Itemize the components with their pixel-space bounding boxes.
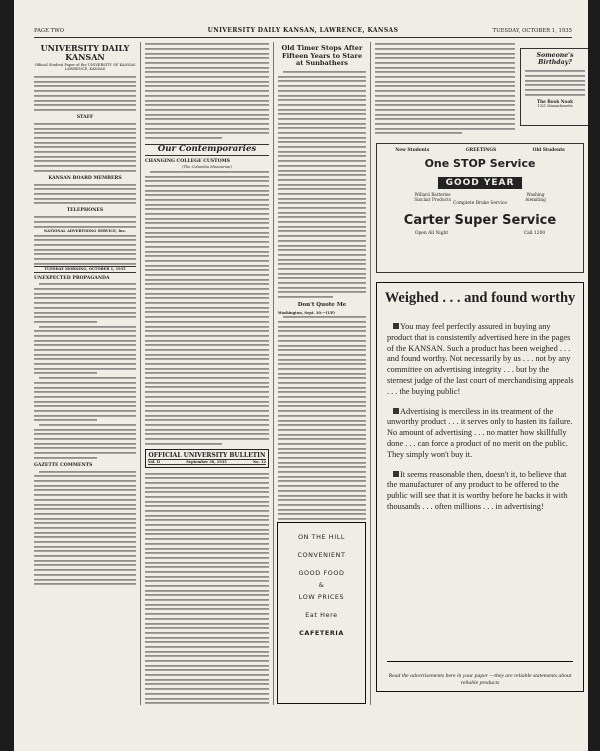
service-alemiting: Alemiting <box>525 197 546 202</box>
issue-date: TUESDAY, OCTOBER 1, 1935 <box>492 28 572 34</box>
column-right-top <box>375 42 515 138</box>
telephones-label: TELEPHONES <box>66 208 104 214</box>
cafeteria-ad <box>277 522 366 704</box>
date-line: TUESDAY MORNING, OCTOBER 1, 1935 <box>34 266 136 272</box>
book-nook-address: 1021 Massachusetts <box>537 104 573 109</box>
cafeteria-line-1: ON THE HILL <box>297 533 346 541</box>
page-number: PAGE TWO <box>34 28 65 34</box>
greetings-label: GREETINGS <box>465 148 497 153</box>
bulletin-date: September 30, 1935 <box>186 459 227 464</box>
cafeteria-line-7: CAFETERIA <box>299 629 344 637</box>
contemporaries-heading: Our Contemporaries <box>145 144 269 156</box>
new-students-label: New Students <box>395 148 430 153</box>
ad-title: Weighed . . . and found worthy <box>384 290 576 306</box>
bulletin-volume: Vol. II <box>148 459 161 464</box>
bulletin-title: OFFICIAL UNIVERSITY BULLETIN <box>148 451 266 459</box>
column-editorial <box>34 42 136 707</box>
phone-number: Call 1200 <box>523 231 546 237</box>
weighed-worthy-ad <box>376 282 584 692</box>
ad-paragraph-2-text: Advertising is merciless in its treatment of the unworthy product . . . it serves only to hasten its failure. No amount of advertising . . . no matter how skillfully done . . . can force a product of no merit on the public. They simply won't buy it. <box>387 406 573 459</box>
gazette-comments-heading: GAZETTE COMMENTS <box>34 462 93 468</box>
service-washing: Washing <box>526 192 545 197</box>
brake-service: Complete Brake Service <box>453 201 507 206</box>
ad-divider <box>387 661 573 662</box>
dont-quote-me-heading: Don't Quote Me <box>297 302 347 309</box>
contemporaries-source: (The Columbia Missourian) <box>182 165 232 170</box>
ad-paragraph-2 <box>387 407 575 461</box>
one-stop-heading: One STOP Service <box>424 157 536 170</box>
column-news <box>278 42 366 520</box>
bullet-square-icon <box>393 408 399 414</box>
hours-row <box>377 231 583 237</box>
service-sinclair: Sinclair Products <box>414 197 451 202</box>
bullet-square-icon <box>393 323 399 329</box>
birthday-ad <box>520 48 588 126</box>
bulletin-number: No. 12 <box>252 459 266 464</box>
sunbathers-headline: Old Timer Stops After Fifteen Years to Stare at Sunbathers <box>281 44 363 68</box>
greetings-row <box>377 148 583 154</box>
ad-paragraph-1-text: You may feel perfectly assured in buying any product that is consistently advertised here in the pages of the KANSAN. Such a product has been weighed . . . and found worthy. Not necessarily by us . . . not by any committee on advertising integrity . . . but by the sternest judge of the last court of merchandising appeals . . . the buying public! <box>387 322 574 396</box>
cafeteria-line-6: Eat Here <box>305 611 338 619</box>
cafeteria-line-3: GOOD FOOD <box>298 569 345 577</box>
ad-paragraph-3 <box>387 470 575 513</box>
goodyear-logo: GOOD YEAR <box>438 177 523 189</box>
ad-footer: Read the advertisements here in your paper —they are reliable statements about reliable products <box>388 673 572 687</box>
national-advertising: NATIONAL ADVERTISING SERVICE, Inc. <box>43 228 127 233</box>
cafeteria-line-5: LOW PRICES <box>298 593 345 601</box>
book-nook-name: The Book Nook <box>536 98 574 104</box>
bulletin-info <box>148 459 266 465</box>
column-rule <box>370 42 371 705</box>
ad-paragraph-3-text: It seems reasonable then, doesn't it, to believe that the manufacturer of any product to be offered to the public will see that it is worthy before he backs it with thousands . . . often millions . . . in advertising! <box>387 469 568 511</box>
open-hours: Open All Night <box>414 231 449 237</box>
masthead-subtitle: Official Student Paper of the UNIVERSITY OF KANSAS LAWRENCE, KANSAS <box>34 63 136 72</box>
column-rule <box>273 42 274 705</box>
staff-label: STAFF <box>76 115 94 121</box>
column-rule <box>140 42 141 705</box>
ad-paragraph-1 <box>387 322 575 398</box>
newspaper-page <box>14 0 588 751</box>
old-students-label: Old Students <box>532 148 565 153</box>
cafeteria-line-2: CONVENIENT <box>297 551 346 559</box>
cafeteria-line-4: & <box>318 581 325 589</box>
unexpected-propaganda-heading: UNEXPECTED PROPAGANDA <box>34 275 110 281</box>
official-bulletin <box>145 449 269 468</box>
changing-customs-heading: CHANGING COLLEGE CUSTOMS <box>145 158 230 164</box>
service-batteries: Willard Batteries <box>414 192 451 197</box>
birthday-title: Someone's Birthday? <box>536 52 574 66</box>
column-contemporaries <box>145 42 269 707</box>
masthead-title: UNIVERSITY DAILY KANSAN <box>40 43 130 62</box>
carter-name: Carter Super Service <box>403 213 557 229</box>
newspaper-title: UNIVERSITY DAILY KANSAN, LAWRENCE, KANSAS <box>207 27 399 34</box>
bullet-square-icon <box>393 471 399 477</box>
carter-service-ad <box>376 143 584 273</box>
board-label: KANSAN BOARD MEMBERS <box>48 175 122 181</box>
byline: Washington, Sept. 30.—(UP) <box>278 310 335 315</box>
page-header <box>34 27 572 38</box>
